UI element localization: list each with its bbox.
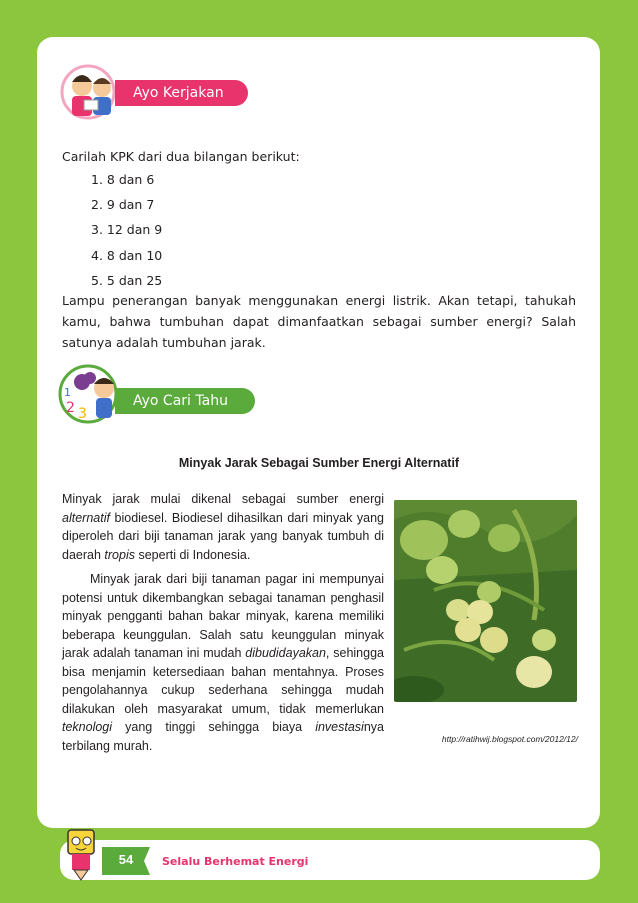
article-body [62,490,384,761]
exercise-intro: Carilah KPK dari dua bilangan berikut: [62,149,300,164]
text-run: , sehingga bisa menjamin ketersediaan bahan mentahnya. Proses pengolahannya cukup sederhana sehingga mudah dilakukan oleh masyarakat umum, tidak memerlukan [62,646,384,716]
article-title: Minyak Jarak Sebagai Sumber Energi Alternatif [178,456,460,470]
ayo-kerjakan-label: Ayo Kerjakan [133,85,224,101]
svg-text:3: 3 [78,406,87,422]
italic-term: tropis [104,547,135,562]
text-run: yang tinggi sehingga biaya [112,720,316,734]
exercise-item: 1. 8 dan 6 [91,172,155,187]
ayo-kerjakan-banner [115,80,248,106]
page-number: 54 [118,852,134,867]
book-title: Selalu Berhemat Energi [162,855,309,868]
exercise-item: 3. 12 dan 9 [91,222,163,237]
exercise-item: 4. 8 dan 10 [91,248,163,263]
jatropha-fruit-photo [394,500,577,702]
exercise-item: 5. 5 dan 25 [91,273,163,288]
transition-paragraph: Lampu penerangan banyak menggunakan energi listrik. Akan tetapi, tahukah kamu, bahwa tumbuhan dapat dimanfaatkan sebagai sumber energi? Salah satunya adalah tumbuhan jarak. [62,293,576,350]
italic-term: dibudidayakan [245,646,326,660]
ayo-cari-tahu-label: Ayo Cari Tahu [133,393,228,409]
svg-text:1: 1 [64,386,71,399]
svg-text:2: 2 [66,400,75,416]
italic-term: teknologi [62,720,113,734]
italic-term: investasi [315,720,364,734]
text-run: biodiesel. Biodiesel dihasilkan dari minyak yang diperoleh dari biji tanaman jarak yang banyak tumbuh di daerah [62,510,384,562]
article-paragraph-2 [62,570,384,755]
text-run: Minyak jarak dari biji tanaman pagar ini mempunyai potensi untuk dikembangkan sebagai tanaman penghasil minyak pengganti bahan bakar minyak, karena memiliki beberapa keunggulan. Salah satu keunggulan minyak jarak adalah tanaman ini mudah [62,572,384,660]
text-run: nya terbilang murah. [62,720,384,753]
ayo-cari-tahu-banner [115,388,255,414]
article-paragraph-1 [62,490,384,564]
photo-credit: http://ratihwij.blogspot.com/2012/12/ [441,734,578,744]
text-run: seperti di Indonesia. [134,547,251,562]
text-run: Minyak jarak mulai dikenal sebagai sumber energi [62,492,384,506]
italic-term: alternatif [62,510,110,525]
pencil-mascot-icon [60,826,106,882]
exercise-item: 2. 9 dan 7 [91,197,155,212]
